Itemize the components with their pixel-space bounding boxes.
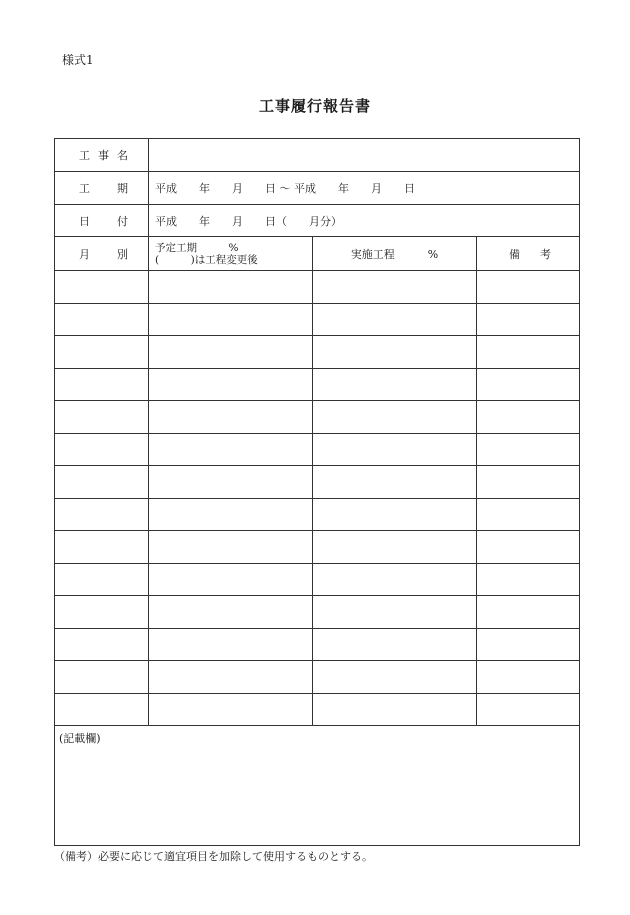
actual-cell[interactable]: [313, 693, 477, 726]
planned-column-header: [149, 237, 313, 271]
table-row: [55, 271, 580, 304]
remarks-cell[interactable]: [477, 336, 580, 369]
month-cell[interactable]: [55, 531, 149, 564]
date-row: [55, 205, 580, 237]
remarks-cell[interactable]: [477, 596, 580, 629]
month-cell[interactable]: [55, 498, 149, 531]
label-char: 付: [117, 214, 128, 228]
label-char: 月: [79, 247, 90, 261]
remarks-cell[interactable]: [477, 563, 580, 596]
table-row: [55, 531, 580, 564]
label-char: 事: [98, 149, 109, 162]
remarks-cell[interactable]: [477, 693, 580, 726]
actual-cell[interactable]: [313, 271, 477, 304]
planned-cell[interactable]: [149, 303, 313, 336]
actual-cell[interactable]: [313, 661, 477, 694]
date-field[interactable]: 平成 年 月 日（ 月分）: [149, 205, 580, 237]
project-name-field[interactable]: [149, 139, 580, 172]
remarks-column-header: [477, 237, 580, 271]
label-char: 工: [79, 182, 90, 195]
table-row: [55, 466, 580, 499]
planned-cell[interactable]: [149, 466, 313, 499]
notes-area[interactable]: [55, 726, 580, 846]
table-row: [55, 303, 580, 336]
period-label: [55, 172, 149, 205]
actual-cell[interactable]: [313, 401, 477, 434]
form-number: 様式1: [62, 53, 94, 67]
project-name-label: [55, 139, 149, 172]
actual-column-header: 実施工程 %: [313, 237, 477, 271]
remarks-cell[interactable]: [477, 368, 580, 401]
actual-cell[interactable]: [313, 628, 477, 661]
planned-header-line2: ( )は工程変更後: [155, 253, 258, 266]
period-row: [55, 172, 580, 205]
remarks-cell[interactable]: [477, 628, 580, 661]
document-title: 工事履行報告書: [258, 97, 371, 115]
actual-cell[interactable]: [313, 303, 477, 336]
planned-cell[interactable]: [149, 368, 313, 401]
remarks-cell[interactable]: [477, 531, 580, 564]
label-char: 日: [79, 214, 90, 228]
actual-cell[interactable]: [313, 433, 477, 466]
actual-cell[interactable]: [313, 596, 477, 629]
month-column-header: [55, 237, 149, 271]
date-label: [55, 205, 149, 237]
month-cell[interactable]: [55, 661, 149, 694]
label-char: 別: [117, 247, 128, 261]
label-char: 期: [117, 182, 128, 195]
month-cell[interactable]: [55, 563, 149, 596]
month-cell[interactable]: [55, 336, 149, 369]
planned-cell[interactable]: [149, 693, 313, 726]
month-cell[interactable]: [55, 368, 149, 401]
label-char: 備: [509, 247, 520, 261]
month-cell[interactable]: [55, 628, 149, 661]
label-char: 工: [79, 149, 90, 162]
table-row: [55, 368, 580, 401]
planned-cell[interactable]: [149, 563, 313, 596]
table-row: [55, 661, 580, 694]
actual-cell[interactable]: [313, 563, 477, 596]
table-row: [55, 693, 580, 726]
month-cell[interactable]: [55, 693, 149, 726]
actual-cell[interactable]: [313, 368, 477, 401]
planned-cell[interactable]: [149, 661, 313, 694]
actual-cell[interactable]: [313, 531, 477, 564]
report-table: [54, 138, 580, 846]
planned-cell[interactable]: [149, 271, 313, 304]
planned-cell[interactable]: [149, 336, 313, 369]
remarks-cell[interactable]: [477, 661, 580, 694]
month-cell[interactable]: [55, 271, 149, 304]
footnote: （備考）必要に応じて適宜項目を加除して使用するものとする。: [54, 850, 373, 863]
project-name-row: [55, 139, 580, 172]
month-cell[interactable]: [55, 401, 149, 434]
planned-cell[interactable]: [149, 596, 313, 629]
table-row: [55, 336, 580, 369]
planned-header-line1: 予定工期 %: [155, 241, 239, 254]
month-cell[interactable]: [55, 433, 149, 466]
period-field[interactable]: 平成 年 月 日 ～ 平成 年 月 日: [149, 172, 580, 205]
actual-cell[interactable]: [313, 336, 477, 369]
notes-row: [55, 726, 580, 846]
table-row: [55, 596, 580, 629]
actual-cell[interactable]: [313, 466, 477, 499]
table-row: [55, 433, 580, 466]
label-char: 考: [540, 247, 552, 261]
remarks-cell[interactable]: [477, 401, 580, 434]
table-row: [55, 563, 580, 596]
remarks-cell[interactable]: [477, 466, 580, 499]
remarks-cell[interactable]: [477, 271, 580, 304]
table-row: [55, 498, 580, 531]
month-cell[interactable]: [55, 596, 149, 629]
planned-cell[interactable]: [149, 628, 313, 661]
planned-cell[interactable]: [149, 531, 313, 564]
planned-cell[interactable]: [149, 433, 313, 466]
table-row: [55, 628, 580, 661]
remarks-cell[interactable]: [477, 303, 580, 336]
remarks-cell[interactable]: [477, 498, 580, 531]
month-cell[interactable]: [55, 466, 149, 499]
month-cell[interactable]: [55, 303, 149, 336]
planned-cell[interactable]: [149, 498, 313, 531]
planned-cell[interactable]: [149, 401, 313, 434]
actual-cell[interactable]: [313, 498, 477, 531]
column-header-row: [55, 237, 580, 271]
remarks-cell[interactable]: [477, 433, 580, 466]
label-char: 名: [117, 149, 128, 162]
table-row: [55, 401, 580, 434]
notes-label: (記載欄): [59, 732, 101, 745]
